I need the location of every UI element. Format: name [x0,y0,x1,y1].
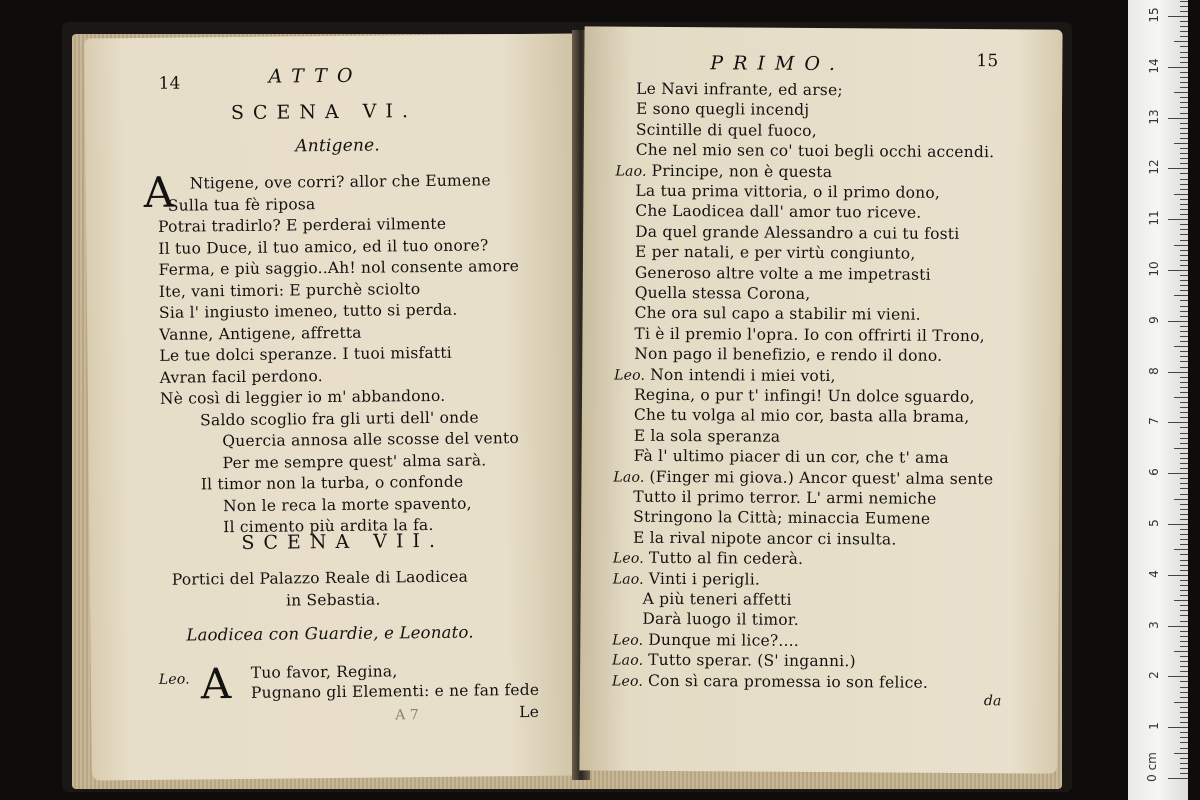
ruler-tick [1180,21,1188,22]
dialogue-line [636,140,995,163]
ruler-tick [1180,234,1188,235]
dialogue-text: Quella stessa Corona, [634,283,811,303]
ruler-tick [1180,656,1188,657]
dialogue-text: Non intendi i miei voti, [650,365,836,385]
ruler-tick [1174,499,1188,500]
ruler-tick [1180,377,1188,378]
ruler-tick [1180,509,1188,510]
ruler-tick [1180,539,1188,540]
ruler-tick [1180,488,1188,489]
ruler-tick [1174,92,1188,93]
speaker-label: Leo. [158,671,190,688]
ruler-tick [1174,295,1188,296]
ruler-tick [1180,712,1188,713]
ruler-number: 4 [1147,569,1161,578]
signature-mark: A 7 [395,707,419,724]
ruler-tick [1180,402,1188,403]
dialogue-line [633,487,936,509]
ruler-tick [1180,367,1188,368]
verse-line: Vanne, Antigene, affretta [159,323,362,344]
verse-line: Il cimento più ardita la fa. [223,515,434,537]
ruler-tick [1180,570,1188,571]
dialogue-text: Stringono la Città; minaccia Eumene [633,508,931,529]
verse-line: Pugnano gli Elementi: e ne fan fede [250,680,540,702]
ruler-tick [1180,128,1188,129]
ruler-tick [1180,326,1188,327]
ruler-tick [1180,290,1188,291]
dialogue-line [636,79,843,100]
ruler-tick [1180,468,1188,469]
ruler-tick [1180,240,1188,241]
drop-cap-2: A [200,659,232,709]
dialogue-line [613,548,803,570]
ruler-tick [1180,224,1188,225]
ruler-tick [1168,524,1188,525]
verse-line: Ntigene, ove corri? allor che Eumene [189,171,491,193]
ruler-tick [1180,565,1188,566]
ruler-tick [1168,270,1188,271]
catchword: da [983,693,1002,710]
verse-line: Tuo favor, Regina, [250,662,398,682]
ruler-tick [1180,773,1188,774]
ruler-number: 13 [1147,108,1161,125]
verse-line: Avran facil perdono. [159,366,323,387]
ruler-tick [1180,173,1188,174]
ruler-tick [1174,194,1188,195]
verse-line: Quercia annosa alle scosse del vento [222,429,520,451]
ruler-tick [1180,671,1188,672]
ruler-tick [1168,727,1188,728]
ruler-tick [1180,331,1188,332]
ruler-tick [1180,356,1188,357]
ruler-tick [1180,133,1188,134]
ruler-tick [1174,245,1188,246]
dialogue-text: Generoso altre volte a me impetrasti [634,263,931,284]
ruler-tick [1168,321,1188,322]
dialogue-text: E la sola speranza [633,426,781,446]
ruler-tick [1180,585,1188,586]
ruler-tick [1180,184,1188,185]
dialogue-line [612,650,856,673]
dialogue-text: Non pago il benefizio, e rendo il dono. [634,344,943,366]
ruler-tick [1180,306,1188,307]
scene-heading-vii: SCENA VII. [241,529,445,554]
ruler-number: 3 [1147,620,1161,629]
speaker-label: Leo. [612,550,644,567]
verse-line: Il tuo Duce, il tuo amico, ed il tuo onore? [158,235,489,258]
verse-line: Non le reca la morte spavento, [222,494,472,515]
ruler-tick [1180,148,1188,149]
ruler-tick [1180,62,1188,63]
ruler-tick [1180,229,1188,230]
dialogue-text: Che ora sul capo a stabilir mi vieni. [634,304,921,325]
ruler-tick [1180,46,1188,47]
speaker-label: Lao. [615,163,647,180]
ruler-number: 9 [1147,315,1161,324]
dialogue-line [633,527,897,549]
ruler-tick [1180,529,1188,530]
ruler-tick [1180,534,1188,535]
ruler-tick [1180,717,1188,718]
dialogue-line [613,568,760,590]
dialogue-text: Dunque mi lice?.... [648,630,799,650]
dialogue-line [634,385,975,407]
dialogue-text: Con sì cara promessa io son felice. [647,671,929,692]
ruler-tick [1168,168,1188,169]
ruler-tick [1180,97,1188,98]
ruler-tick [1180,514,1188,515]
ruler-tick [1180,280,1188,281]
ruler-tick [1180,179,1188,180]
ruler-number: 14 [1147,58,1161,74]
verse-line: Nè così di leggier io m' abbandono. [159,386,446,408]
ruler-tick [1180,82,1188,83]
ruler-tick [1168,118,1188,119]
ruler-tick [1180,504,1188,505]
speaker-label: Lao. [612,571,644,588]
verse-line: Le tue dolci speranze. I tuoi misfatti [159,343,452,365]
dialogue-line [635,303,921,325]
ruler-tick [1180,742,1188,743]
dialogue-line [635,201,921,223]
ruler-number: 7 [1147,417,1161,426]
ruler-tick [1180,77,1188,78]
ruler-tick [1180,87,1188,88]
ruler-tick [1180,163,1188,164]
ruler-tick [1180,351,1188,352]
dialogue-text: Principe, non è questa [651,161,833,181]
ruler-tick [1180,615,1188,616]
speaker-label: Leo. [612,632,644,649]
ruler-number: 1 [1147,722,1161,731]
ruler-tick [1180,275,1188,276]
dialogue-text: E per natali, e per virtù congiunto, [634,242,916,263]
ruler-tick [1180,316,1188,317]
left-page-number: 14 [158,73,181,94]
speaker-label: Leo. [614,367,646,384]
dialogue-text: Che tu volga al mio cor, basta alla brama, [633,406,970,427]
ruler-tick [1174,397,1188,398]
ruler-tick [1180,661,1188,662]
ruler-tick [1180,580,1188,581]
dialogue-text: (Finger mi giova.) Ancor quest' alma sente [649,467,994,488]
dialogue-line [612,629,799,651]
dialogue-line [635,221,959,243]
dialogue-line [636,99,809,120]
ruler-tick [1180,763,1188,764]
ruler-tick [1180,250,1188,251]
ruler-tick [1180,453,1188,454]
ruler-tick [1180,158,1188,159]
dialogue-text: Ti è il premio l'opra. Io con offrirti il Trono, [634,324,985,345]
dialogue-text: Le Navi infrante, ed arse; [636,79,843,100]
ruler-tick [1174,448,1188,449]
ruler-number: 5 [1147,519,1161,527]
ruler-tick [1180,641,1188,642]
verse-line: Ferma, e più saggio..Ah! nol consente amore [158,257,520,279]
ruler-tick [1180,417,1188,418]
ruler-tick [1180,478,1188,479]
ruler-tick [1180,758,1188,759]
ruler-tick [1168,676,1188,677]
ruler-tick [1180,458,1188,459]
measurement-ruler [1128,0,1188,800]
ruler-tick [1180,204,1188,205]
dialogue-line [634,344,942,366]
dialogue-text: Darà luogo il timor. [642,610,799,630]
ruler-tick [1168,422,1188,423]
ruler-tick [1180,692,1188,693]
right-running-head: PRIMO. [710,52,845,76]
catchword: Le [519,702,540,722]
ruler-tick [1180,6,1188,7]
verse-line: Il timor non la turba, o confonde [200,472,464,494]
ruler-tick [1180,36,1188,37]
ruler-tick [1180,768,1188,769]
ruler-tick [1180,189,1188,190]
ruler-tick [1180,199,1188,200]
ruler-tick [1180,57,1188,58]
ruler-tick [1180,519,1188,520]
ruler-tick [1168,778,1188,779]
speaker-label: Lao. [612,652,644,669]
ruler-number: 11 [1147,210,1161,226]
speaker-label: Leo. [611,673,644,690]
ruler-tick [1174,702,1188,703]
ruler-tick [1180,265,1188,266]
dialogue-line [612,670,928,693]
ruler-tick [1180,722,1188,723]
dialogue-text: Vinti i perigli. [648,569,761,589]
ruler-tick [1180,31,1188,32]
dialogue-text: La tua prima vittoria, o il primo dono, [635,181,941,202]
ruler-tick [1174,600,1188,601]
ruler-tick [1180,732,1188,733]
ruler-tick [1180,605,1188,606]
ruler-tick [1180,687,1188,688]
ruler-tick [1168,67,1188,68]
ruler-tick [1180,26,1188,27]
scene-character: Antigene. [295,135,381,157]
dialogue-line [634,405,970,427]
dialogue-line [614,364,836,387]
ruler-tick [1180,387,1188,388]
dialogue-line [642,609,799,630]
left-running-head: ATTO [268,64,363,88]
ruler-tick [1180,483,1188,484]
dialogue-text: Da quel grande Alessandro a cui tu fosti [635,222,960,243]
dialogue-text: E sono quegli incendj [635,100,810,120]
scene-heading-vi: SCENA VI. [230,100,418,125]
dialogue-line [635,242,916,264]
ruler-tick [1180,427,1188,428]
ruler-tick [1180,300,1188,301]
ruler-tick [1168,575,1188,576]
ruler-tick [1180,153,1188,154]
ruler-tick [1180,107,1188,108]
dialogue-line [635,181,940,203]
ruler-tick [1180,407,1188,408]
ruler-tick [1180,707,1188,708]
dialogue-text: Scintille di quel fuoco, [635,120,817,140]
ruler-tick [1180,311,1188,312]
ruler-tick [1180,646,1188,647]
ruler-tick [1180,610,1188,611]
ruler-number: 0 cm [1145,752,1159,782]
ruler-tick [1174,346,1188,347]
ruler-tick [1180,590,1188,591]
ruler-tick [1180,361,1188,362]
ruler-tick [1180,560,1188,561]
ruler-tick [1180,681,1188,682]
ruler-tick [1180,260,1188,261]
dialogue-line [634,446,949,468]
ruler-tick [1180,72,1188,73]
ruler-tick [1180,138,1188,139]
drop-cap: A [143,167,175,217]
ruler-tick [1180,341,1188,342]
dialogue-line [635,262,931,284]
ruler-tick [1180,1,1188,2]
speaker-label: Lao. [613,469,645,486]
ruler-tick [1174,143,1188,144]
dialogue-line [643,589,792,610]
dialogue-text: Che Laodicea dall' amor tuo riceve. [635,202,922,223]
verse-line: Sulla tua fè riposa [167,194,316,215]
ruler-tick [1180,748,1188,749]
ruler-tick [1180,621,1188,622]
dialogue-line [634,323,984,345]
dialogue-line [616,160,833,183]
ruler-tick [1180,52,1188,53]
ruler-tick [1168,626,1188,627]
ruler-tick [1180,209,1188,210]
ruler-tick [1180,382,1188,383]
ruler-tick [1180,412,1188,413]
ruler-tick [1180,631,1188,632]
ruler-tick [1180,737,1188,738]
ruler-tick [1174,41,1188,42]
ruler-tick [1180,102,1188,103]
dialogue-line [636,119,817,140]
dialogue-line [634,425,781,446]
ruler-tick [1180,595,1188,596]
ruler-tick [1180,123,1188,124]
left-page [84,33,582,780]
dialogue-text: Regina, o pur t' infingi! Un dolce sguardo, [633,385,975,407]
ruler-tick [1180,636,1188,637]
dialogue-text: Che nel mio sen co' tuoi begli occhi accendi. [635,140,995,162]
ruler-tick [1174,549,1188,550]
setting-line-1: Portici del Palazzo Reale di Laodicea [171,567,469,589]
ruler-tick [1180,443,1188,444]
dialogue-text: Fà l' ultimo piacer di un cor, che t' ama [633,446,949,468]
dialogue-text: A più teneri affetti [642,589,792,609]
ruler-tick [1180,494,1188,495]
verse-line: Saldo scoglio fra gli urti dell' onde [200,407,479,429]
verse-line: Potrai tradirlo? E perderai vilmente [158,214,447,236]
dialogue-text: Tutto il primo terror. L' armi nemiche [633,487,937,508]
right-page [579,26,1062,773]
ruler-tick [1180,463,1188,464]
ruler-number: 10 [1147,261,1161,277]
verse-line: Sia l' ingiusto imeneo, tutto si perda. [158,300,458,322]
ruler-tick [1180,11,1188,12]
ruler-number: 12 [1147,159,1161,176]
ruler-tick [1168,372,1188,373]
ruler-tick [1180,214,1188,215]
ruler-tick [1168,219,1188,220]
ruler-tick [1180,433,1188,434]
ruler-tick [1180,285,1188,286]
setting-line-2: in Sebastia. [285,590,381,610]
dialogue-line [633,507,930,529]
ruler-tick [1180,438,1188,439]
verse-line: Per me sempre quest' alma sarà. [222,450,487,472]
ruler-tick [1180,255,1188,256]
ruler-tick [1180,554,1188,555]
verse-line: Ite, vani timori: E purchè sciolto [158,279,421,301]
ruler-tick [1168,473,1188,474]
dialogue-text: E la rival nipote ancor ci insulta. [632,528,897,549]
ruler-tick [1180,392,1188,393]
scene-characters: Laodicea con Guardie, e Leonato. [186,622,474,645]
ruler-tick [1180,113,1188,114]
ruler-tick [1180,544,1188,545]
ruler-tick [1180,697,1188,698]
ruler-number: 6 [1147,468,1161,477]
ruler-tick [1174,651,1188,652]
dialogue-text: Tutto al fin cederà. [648,548,804,569]
ruler-number: 2 [1147,671,1161,680]
ruler-tick [1180,666,1188,667]
ruler-tick [1168,16,1188,17]
ruler-tick [1180,336,1188,337]
ruler-number: 8 [1147,366,1161,375]
right-page-number: 15 [976,51,999,72]
dialogue-text: Tutto sperar. (S' inganni.) [648,650,856,671]
ruler-tick [1174,753,1188,754]
dialogue-line [635,283,811,304]
ruler-number: 15 [1147,7,1161,23]
